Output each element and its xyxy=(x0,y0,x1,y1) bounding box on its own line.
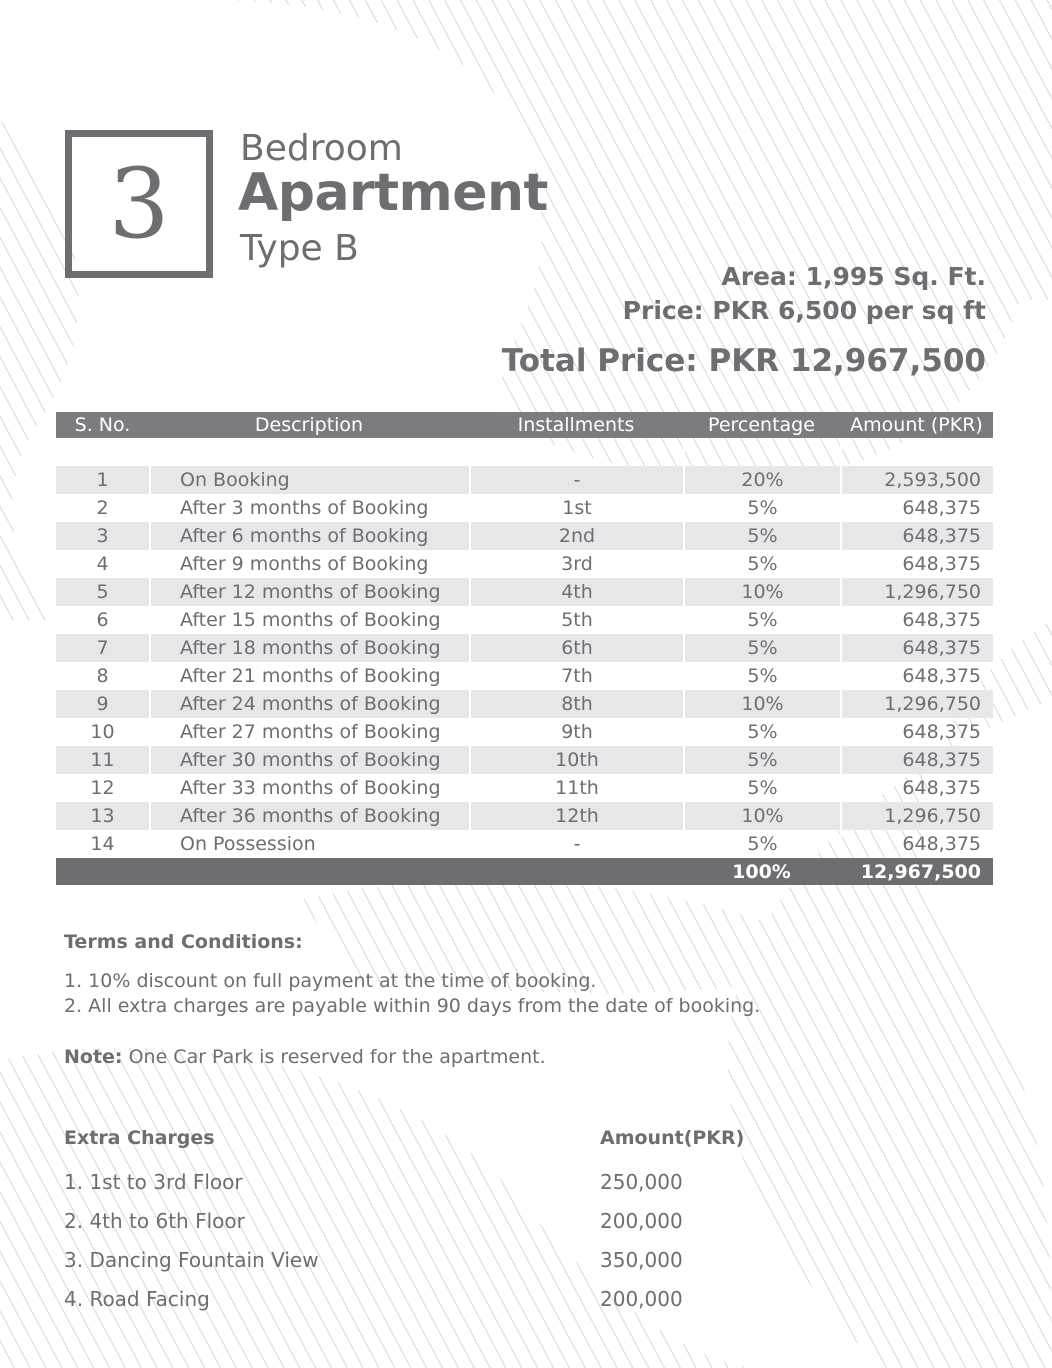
total-amount: 12,967,500 xyxy=(860,860,981,883)
cell-sno: 9 xyxy=(96,693,109,715)
total-price-info: Total Price: PKR 12,967,500 xyxy=(501,343,986,379)
bedroom-count-box xyxy=(65,130,213,278)
table-row xyxy=(56,578,993,606)
cell-amount: 648,375 xyxy=(840,718,993,746)
terms-item-1: 1. 10% discount on full payment at the time of booking. xyxy=(64,970,597,992)
price-info: Price: PKR 6,500 per sq ft xyxy=(622,296,986,325)
extra-charges-amount-title: Amount(PKR) xyxy=(600,1127,745,1149)
cell-amount: 648,375 xyxy=(840,774,993,802)
extra-charge-amount: 350,000 xyxy=(600,1248,683,1272)
column-header-description: Description xyxy=(254,414,364,436)
table-row xyxy=(56,634,993,662)
cell-percentage: 5% xyxy=(683,774,840,802)
column-header-percentage: Percentage xyxy=(708,414,815,436)
extra-charges-title: Extra Charges xyxy=(64,1127,215,1149)
cell-installment: 2nd xyxy=(469,522,683,550)
cell-percentage: 5% xyxy=(683,634,840,662)
cell-amount: 2,593,500 xyxy=(840,466,993,494)
terms-item-2: 2. All extra charges are payable within 90 days from the date of booking. xyxy=(64,995,761,1017)
cell-description: After 12 months of Booking xyxy=(149,578,469,606)
cell-installment: 7th xyxy=(469,662,683,690)
cell-amount: 1,296,750 xyxy=(840,690,993,718)
cell-amount: 648,375 xyxy=(840,746,993,774)
table-row xyxy=(56,606,993,634)
bedroom-count: 3 xyxy=(108,148,170,260)
cell-installment: 12th xyxy=(469,802,683,830)
cell-installment: 6th xyxy=(469,634,683,662)
note-label: Note: xyxy=(64,1046,123,1068)
table-spacer-row xyxy=(56,438,993,466)
cell-amount: 1,296,750 xyxy=(840,802,993,830)
cell-installment: 4th xyxy=(469,578,683,606)
cell-description: After 36 months of Booking xyxy=(149,802,469,830)
table-header-row xyxy=(56,412,993,438)
cell-sno: 7 xyxy=(96,637,109,659)
cell-percentage: 10% xyxy=(683,690,840,718)
cell-percentage: 5% xyxy=(683,606,840,634)
total-percentage: 100% xyxy=(732,860,791,883)
table-row xyxy=(56,774,993,802)
note-text: One Car Park is reserved for the apartment. xyxy=(122,1046,546,1068)
cell-sno: 2 xyxy=(96,497,109,519)
table-total-row xyxy=(56,858,993,885)
cell-percentage: 10% xyxy=(683,578,840,606)
cell-description: After 15 months of Booking xyxy=(149,606,469,634)
cell-installment: 10th xyxy=(469,746,683,774)
cell-sno: 8 xyxy=(96,665,109,687)
table-row xyxy=(56,746,993,774)
cell-amount: 1,296,750 xyxy=(840,578,993,606)
cell-sno: 10 xyxy=(90,721,115,743)
cell-installment: - xyxy=(469,830,683,858)
cell-installment: 8th xyxy=(469,690,683,718)
cell-description: After 24 months of Booking xyxy=(149,690,469,718)
cell-sno: 12 xyxy=(90,777,115,799)
column-header-installments: Installments xyxy=(517,414,635,436)
cell-installment: 9th xyxy=(469,718,683,746)
cell-sno: 6 xyxy=(96,609,109,631)
cell-sno: 3 xyxy=(96,525,109,547)
column-header-amount: Amount (PKR) xyxy=(850,414,983,436)
table-row xyxy=(56,830,993,858)
cell-sno: 13 xyxy=(90,805,115,827)
cell-amount: 648,375 xyxy=(840,522,993,550)
cell-amount: 648,375 xyxy=(840,634,993,662)
extra-charge-label: 2. 4th to 6th Floor xyxy=(64,1209,245,1233)
cell-amount: 648,375 xyxy=(840,662,993,690)
area-info: Area: 1,995 Sq. Ft. xyxy=(721,262,986,291)
cell-amount: 648,375 xyxy=(840,550,993,578)
extra-charge-label: 3. Dancing Fountain View xyxy=(64,1248,319,1272)
extra-charge-label: 1. 1st to 3rd Floor xyxy=(64,1170,243,1194)
table-row xyxy=(56,550,993,578)
extra-charge-amount: 250,000 xyxy=(600,1170,683,1194)
payment-plan-table xyxy=(56,412,993,885)
cell-description: After 21 months of Booking xyxy=(149,662,469,690)
title-bedroom: Bedroom xyxy=(240,128,403,169)
cell-percentage: 5% xyxy=(683,830,840,858)
table-row xyxy=(56,802,993,830)
note xyxy=(64,1046,546,1068)
cell-installment: 5th xyxy=(469,606,683,634)
cell-percentage: 5% xyxy=(683,662,840,690)
table-row xyxy=(56,522,993,550)
cell-description: After 30 months of Booking xyxy=(149,746,469,774)
cell-description: After 3 months of Booking xyxy=(149,494,469,522)
table-row xyxy=(56,662,993,690)
table-row xyxy=(56,690,993,718)
cell-percentage: 5% xyxy=(683,718,840,746)
cell-amount: 648,375 xyxy=(840,830,993,858)
cell-percentage: 5% xyxy=(683,550,840,578)
cell-percentage: 5% xyxy=(683,746,840,774)
title-type: Type B xyxy=(240,228,359,269)
cell-installment: 3rd xyxy=(469,550,683,578)
cell-description: After 18 months of Booking xyxy=(149,634,469,662)
cell-description: On Possession xyxy=(149,830,469,858)
table-row xyxy=(56,494,993,522)
table-row xyxy=(56,718,993,746)
cell-installment: - xyxy=(469,466,683,494)
cell-sno: 14 xyxy=(90,833,115,855)
cell-description: After 33 months of Booking xyxy=(149,774,469,802)
cell-sno: 11 xyxy=(90,749,115,771)
cell-installment: 1st xyxy=(469,494,683,522)
cell-percentage: 20% xyxy=(683,466,840,494)
cell-installment: 11th xyxy=(469,774,683,802)
cell-description: After 9 months of Booking xyxy=(149,550,469,578)
cell-percentage: 5% xyxy=(683,522,840,550)
column-header-sno: S. No. xyxy=(74,414,131,436)
cell-amount: 648,375 xyxy=(840,494,993,522)
title-apartment: Apartment xyxy=(238,163,548,223)
cell-sno: 4 xyxy=(96,553,109,575)
cell-percentage: 10% xyxy=(683,802,840,830)
cell-sno: 5 xyxy=(96,581,109,603)
cell-amount: 648,375 xyxy=(840,606,993,634)
extra-charge-amount: 200,000 xyxy=(600,1287,683,1311)
extra-charge-label: 4. Road Facing xyxy=(64,1287,210,1311)
table-row xyxy=(56,466,993,494)
cell-percentage: 5% xyxy=(683,494,840,522)
terms-title: Terms and Conditions: xyxy=(64,931,303,953)
table-body xyxy=(56,466,993,858)
cell-description: On Booking xyxy=(149,466,469,494)
extra-charge-amount: 200,000 xyxy=(600,1209,683,1233)
cell-description: After 6 months of Booking xyxy=(149,522,469,550)
cell-description: After 27 months of Booking xyxy=(149,718,469,746)
cell-sno: 1 xyxy=(96,469,109,491)
